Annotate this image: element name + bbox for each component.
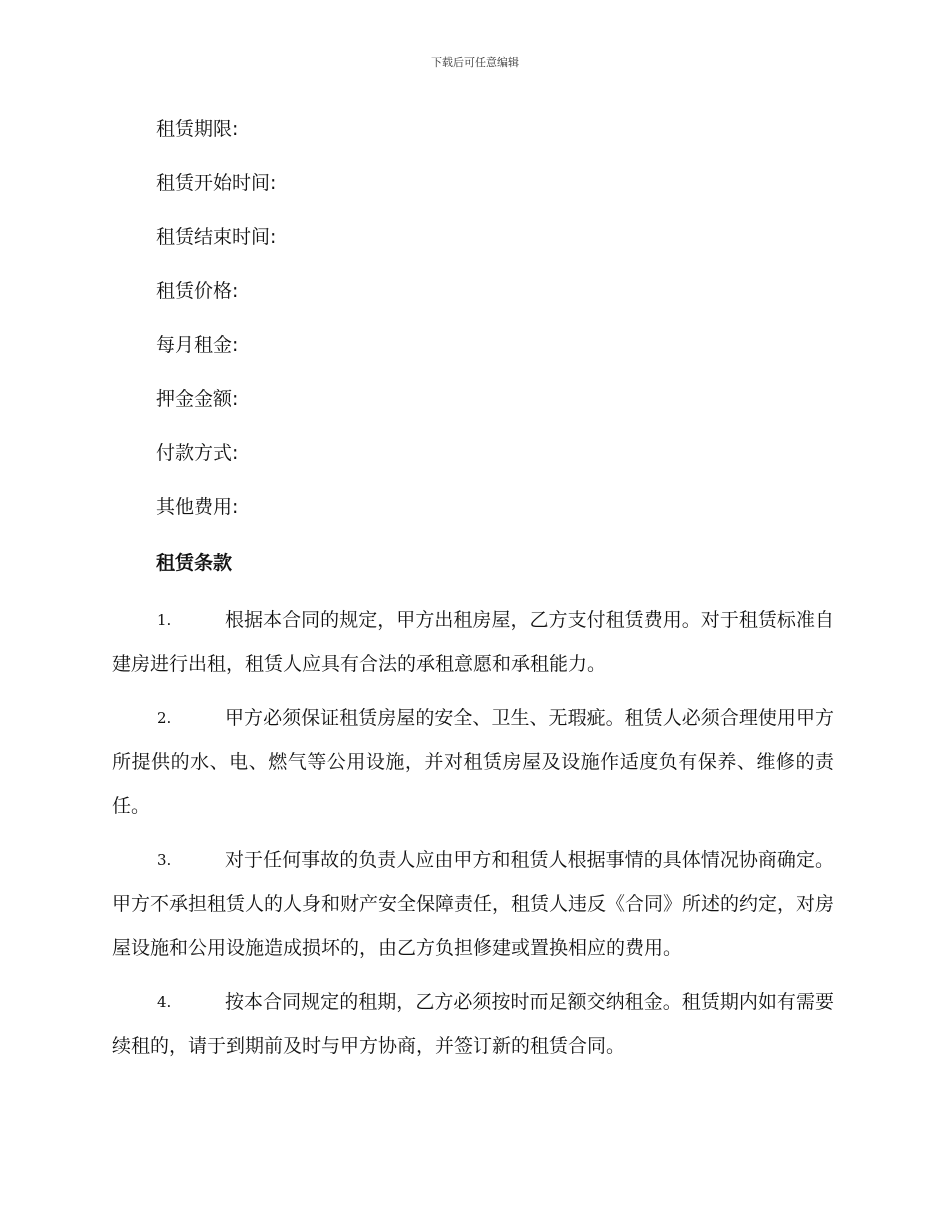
- clause-number: 2.: [157, 709, 172, 727]
- page-header: 下载后可任意编辑: [431, 56, 519, 69]
- clause-text: 按本合同规定的租期，乙方必须按时而足额交纳租金。租赁期内如有需要续租的，请于到期前及时与甲方协商，并签订新的租赁合同。: [112, 991, 834, 1057]
- clause-1: [112, 598, 834, 686]
- field-other-fees: 其他费用:: [156, 496, 239, 518]
- clause-text: 甲方必须保证租赁房屋的安全、卫生、无瑕疵。租赁人必须合理使用甲方所提供的水、电、燃气等公用设施，并对租赁房屋及设施作适度负有保养、维修的责任。: [112, 707, 834, 817]
- clause-text: 对于任何事故的负责人应由甲方和租赁人根据事情的具体情况协商确定。甲方不承担租赁人的人身和财产安全保障责任，租赁人违反《合同》所述的约定，对房屋设施和公用设施造成损坏的，由乙方负担修建或置换相应的费用。: [112, 849, 835, 959]
- clause-text: 根据本合同的规定，甲方出租房屋，乙方支付租赁费用。对于租赁标准自建房进行出租，租赁人应具有合法的承租意愿和承租能力。: [112, 609, 834, 675]
- clause-number: 4.: [157, 993, 172, 1011]
- lease-fields: [156, 112, 276, 544]
- clause-2: [112, 696, 834, 828]
- clause-3: [112, 838, 834, 970]
- clause-4: [112, 980, 834, 1068]
- section-title: 租赁条款: [156, 552, 233, 574]
- field-lease-end: 租赁结束时间:: [156, 226, 277, 248]
- field-deposit: 押金金额:: [156, 388, 239, 410]
- clause-list: [112, 598, 834, 1078]
- clause-number: 1.: [157, 611, 172, 629]
- field-lease-price: 租赁价格:: [156, 280, 239, 302]
- field-payment-method: 付款方式:: [156, 442, 239, 464]
- field-monthly-rent: 每月租金:: [156, 334, 239, 356]
- clause-number: 3.: [157, 851, 172, 869]
- field-lease-start: 租赁开始时间:: [156, 172, 277, 194]
- field-lease-term: 租赁期限:: [156, 118, 239, 140]
